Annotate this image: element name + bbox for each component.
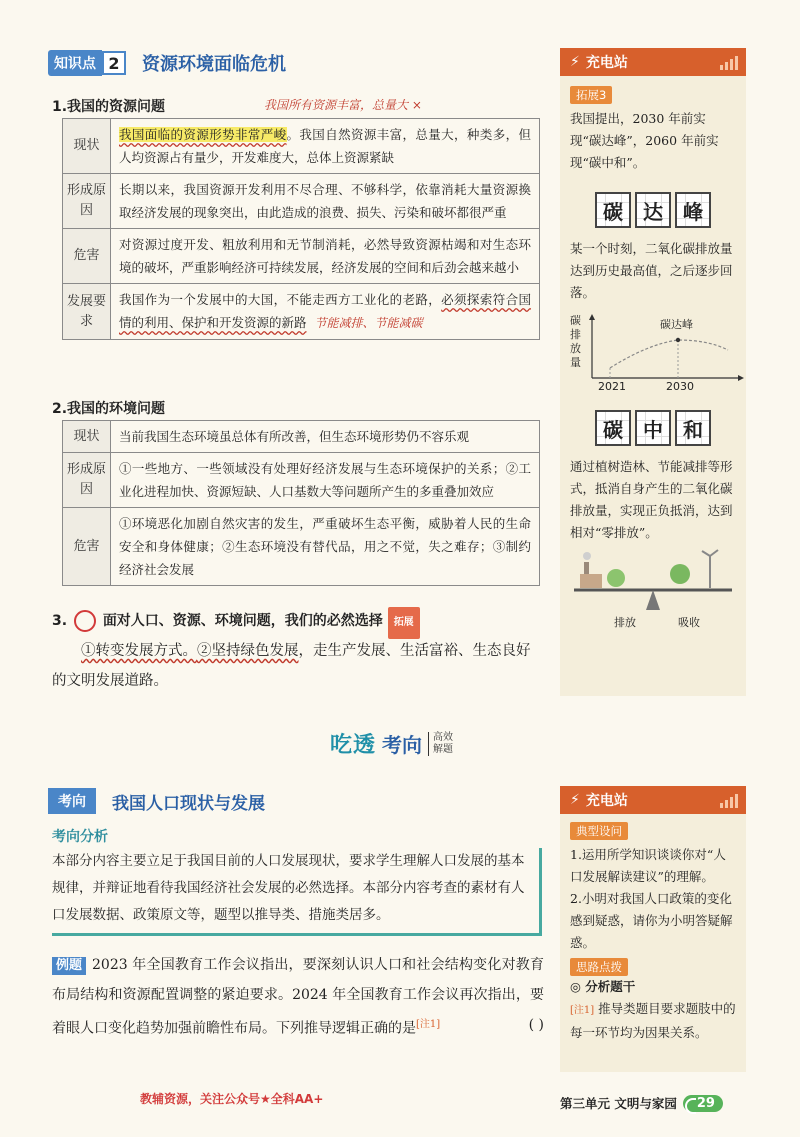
analysis-text: 本部分内容主要立足于我国目前的人口发展现状，要求学生理解人口发展的基本规律，并辩证地看待我国经济社会发展的必然选择。本部分内容考查的素材有人口发展数据、政策原文等，题型以推导类、措施类居多。 (52, 848, 542, 936)
knowledge-point-badge: 知识点 (48, 50, 102, 76)
y-axis-arrow (589, 314, 595, 320)
lightning-icon: ⚡ (570, 792, 580, 808)
analysis-title: 考向分析 (52, 829, 108, 845)
x-label-2021: 2021 (598, 380, 626, 393)
subsection-resource-title: 1.我国的资源问题 (52, 99, 166, 115)
sidebar-text-1: 我国提出，2030 年前实现“碳达峰”，2060 年前实现“碳中和”。 (570, 111, 719, 170)
handwritten-note-2: 节能减排、节能减碳 (314, 316, 423, 330)
example-tag: 例题 (52, 957, 86, 975)
scale-right-label: 吸收 (678, 616, 700, 629)
exam-direction-title: 我国人口现状与发展 (112, 793, 265, 814)
scale-pivot (646, 590, 660, 610)
extension-tag: 拓展 (388, 607, 420, 639)
row-label: 现状 (63, 119, 111, 174)
x-axis-arrow (738, 375, 744, 381)
table-row: 形成原因 ①一些地方、一些领域没有处理好经济发展与生态环境保护的关系；②工业化进程加快、资源短缺、人口基数大等问题所产生的多重叠加效应 (63, 453, 540, 508)
footer-unit: 第三单元 文明与家园 29 (560, 1094, 723, 1112)
table-row: 形成原因 长期以来，我国资源开发利用不尽合理、不够科学，依靠消耗大量资源換取经济发展的现象突出，由此造成的浪费、损失、污染和破坏都很严重 (63, 174, 540, 229)
peak-point (676, 338, 680, 342)
peak-label: 碳达峰 (660, 318, 693, 331)
handwritten-note-1: 我国所有资源丰富，总量大 × (264, 98, 422, 112)
sidebar-header: ⚡ 充电站 (560, 48, 746, 76)
knowledge-point-header (48, 48, 540, 78)
exam-direction-badge: 考向 (48, 788, 96, 814)
subsection-environment-title: 2.我国的环境问题 (52, 401, 166, 417)
banner-side: 高效 解题 (428, 732, 453, 756)
sidebar-charging-station-1 (560, 48, 746, 696)
banner-main: 吃透 (330, 733, 377, 758)
balance-scale-svg (570, 548, 736, 618)
carbon-peak-diagram (570, 314, 736, 394)
hint-tag: 思路点拨 (570, 958, 628, 976)
hint-text: [注1] 推导类题目要求题肢中的每一环节均为因果关系。 (570, 1001, 736, 1040)
x-label-2030: 2030 (666, 380, 694, 393)
table-row: 危害 对资源过度开发、粗放利用和无节制消耗，必然导致资源枯竭和对生态环境的破坏，严重影响经济可持续发展，经济发展的空间和后劲会越来越小 (63, 229, 540, 284)
trend-curve (610, 340, 728, 368)
exam-direction-header (48, 788, 540, 814)
lightning-icon: ⚡ (570, 54, 580, 70)
highlighted-text: 我国面临的资源形势非常严峻 (119, 127, 287, 142)
smoke-icon (583, 552, 591, 560)
typical-question-tag: 典型设问 (570, 822, 628, 840)
keyword-carbon-peak: 碳 达 峰 (570, 192, 736, 228)
subsection-choice-title: 3. 面对人口、资源、环境问题，我们的必然选择 拓展 (52, 606, 542, 639)
extension-tag: 拓展3 (570, 86, 612, 104)
page-number: 29 (683, 1095, 723, 1112)
balance-scale-illustration (570, 548, 736, 634)
banner-sub: 考向 (382, 733, 423, 757)
section-banner (330, 728, 453, 759)
row-label: 现状 (63, 421, 111, 453)
table-row: 现状 当前我国生态环境虽总体有所改善，但生态环境形势仍不容乐观 (63, 421, 540, 453)
signal-bars-icon (720, 56, 738, 70)
signal-bars-icon (720, 794, 738, 808)
footer-ad: 教辅资源，关注公众号★全科AA+ (140, 1092, 324, 1106)
sidebar-text-3: 通过植树造林、节能减排等形式，抵消自身产生的二氧化碳排放量，实现正负抵消，达到相对“零排放”。 (570, 459, 733, 540)
knowledge-point-number: 2 (102, 51, 126, 75)
diagram-ylabel: 碳排放量 (570, 314, 581, 369)
resource-table (62, 118, 540, 340)
tree-icon (607, 569, 625, 587)
environment-table (62, 420, 540, 586)
factory-icon (580, 574, 602, 588)
hint-step: ◎ 分析题干 (570, 979, 636, 994)
answer-blank: ( ) (528, 1017, 544, 1033)
scale-left-label: 排放 (614, 616, 636, 629)
table-row: 发展要求 我国作为一个发展中的大国，不能走西方工业化的老路，必须探索符合国情的利用、保护和开发资源的新路 节能减排、节能减碳 (63, 284, 540, 340)
choice-paragraph: ①转变发展方式。②坚持绿色发展，走生产发展、生活富裕、生态良好的文明发展道路。 (52, 643, 531, 689)
question-2: 2.小明对我国人口政策的变化感到疑惑，请你为小明答疑解惑。 (570, 891, 733, 950)
table-row: 现状 我国面临的资源形势非常严峻。我国自然资源丰富，总量大，种类多，但人均资源占有量少，开发难度大，总体上资源紧缺 (63, 119, 540, 174)
question-1: 1.运用所学知识谈谈你对“人口发展解读建议”的理解。 (570, 847, 726, 884)
keyword-carbon-neutral: 碳 中 和 (570, 410, 736, 446)
table-row: 危害 ①环境恶化加剧自然灾害的发生，严重破坏生态平衡，威胁着人民的生命安全和身体健康；②生态环境没有替代品，用之不觉，失之难存；③制约经济社会发展 (63, 508, 540, 586)
sidebar-header: ⚡ 充电站 (560, 786, 746, 814)
knowledge-point-title: 资源环境面临危机 (142, 54, 286, 75)
tree-icon (670, 564, 690, 584)
row-label: 形成原因 (63, 453, 111, 508)
example-question: 例题 2023 年全国教育工作会议指出，要深刻认识人口和社会结构变化对教育布局结构和资源配置调整的紧迫要求。2024 年全国教育工作会议再次指出，要着眼人口变化趋势加强前瞻性布局。下列推导逻辑正确的是[注1] ( ) (52, 950, 544, 1044)
row-label: 危害 (63, 229, 111, 284)
note-ref: [注1] (416, 1019, 441, 1030)
sidebar-charging-station-2 (560, 786, 746, 1072)
row-label: 发展要求 (63, 284, 111, 340)
row-label: 形成原因 (63, 174, 111, 229)
red-seal-icon (74, 610, 96, 632)
sidebar-text-2: 某一个时刻，二氧化碳排放量达到历史最高值，之后逐步回落。 (570, 241, 733, 300)
row-label: 危害 (63, 508, 111, 586)
